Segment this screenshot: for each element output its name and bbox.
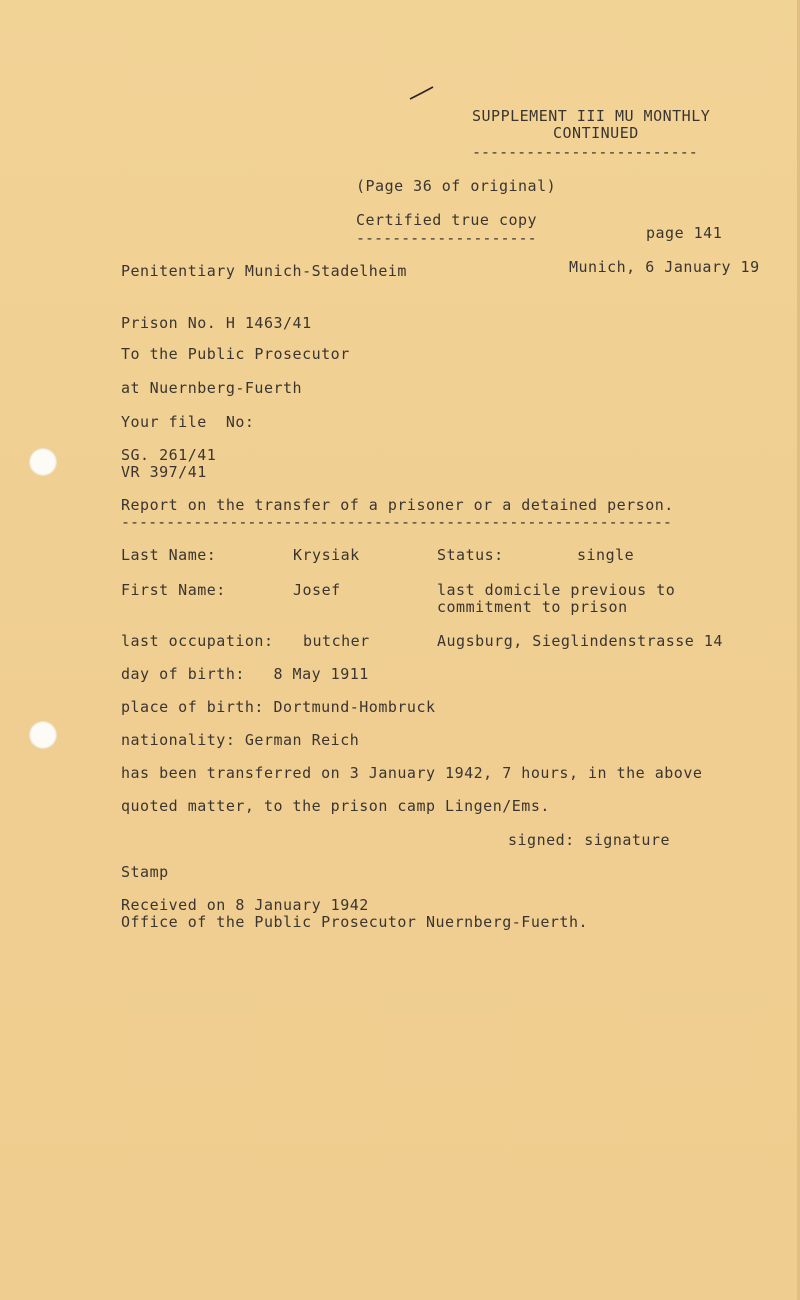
file-number-label: Your file No: — [121, 413, 255, 431]
domicile-label-line1: last domicile previous to — [437, 581, 676, 599]
recipient: To the Public Prosecutor — [121, 345, 350, 363]
certified-copy: Certified true copy — [356, 211, 538, 229]
punch-hole-bottom — [29, 721, 57, 749]
punch-hole-top — [29, 448, 57, 476]
body-line-2: quoted matter, to the prison camp Lingen/Ems. — [121, 797, 550, 815]
supplement-heading: SUPPLEMENT III MU MONTHLY — [472, 107, 711, 125]
prison-number: Prison No. H 1463/41 — [121, 314, 312, 332]
status-label: Status: — [437, 546, 504, 564]
received-office: Office of the Public Prosecutor Nuernberg-Fuerth. — [121, 913, 589, 931]
occupation-value: butcher — [303, 632, 370, 650]
pen-mark — [408, 84, 436, 102]
first-name-label: First Name: — [121, 581, 226, 599]
supplement-continued: CONTINUED — [553, 124, 639, 142]
last-name-label: Last Name: — [121, 546, 217, 564]
status-value: single — [577, 546, 635, 564]
last-name-value: Krysiak — [293, 546, 360, 564]
occupation-label: last occupation: — [121, 632, 274, 650]
nationality: nationality: German Reich — [121, 731, 360, 749]
received-date: Received on 8 January 1942 — [121, 896, 369, 914]
birth-place: place of birth: Dortmund-Hombruck — [121, 698, 436, 716]
report-rule: ------------------------------------------------------------- — [121, 513, 672, 531]
sender-institution: Penitentiary Munich-Stadelheim — [121, 262, 407, 280]
page-of-original: (Page 36 of original) — [356, 177, 557, 195]
report-title: Report on the transfer of a prisoner or a detained person. — [121, 496, 674, 514]
body-line-1: has been transferred on 3 January 1942, 7 hours, in the above — [121, 764, 703, 782]
header-rule: ------------------------- — [472, 143, 698, 161]
page-number: page 141 — [646, 224, 723, 242]
file-number-2: VR 397/41 — [121, 463, 207, 481]
certified-rule: -------------------- — [356, 229, 537, 247]
domicile-label-line2: commitment to prison — [437, 598, 628, 616]
file-number-1: SG. 261/41 — [121, 446, 217, 464]
first-name-value: Josef — [293, 581, 341, 599]
recipient-location: at Nuernberg-Fuerth — [121, 379, 303, 397]
signature-line: signed: signature — [508, 831, 671, 849]
place-date: Munich, 6 January 19 — [569, 258, 760, 276]
domicile-value: Augsburg, Sieglindenstrasse 14 — [437, 632, 723, 650]
birth-day: day of birth: 8 May 1911 — [121, 665, 369, 683]
stamp-label: Stamp — [121, 863, 169, 881]
